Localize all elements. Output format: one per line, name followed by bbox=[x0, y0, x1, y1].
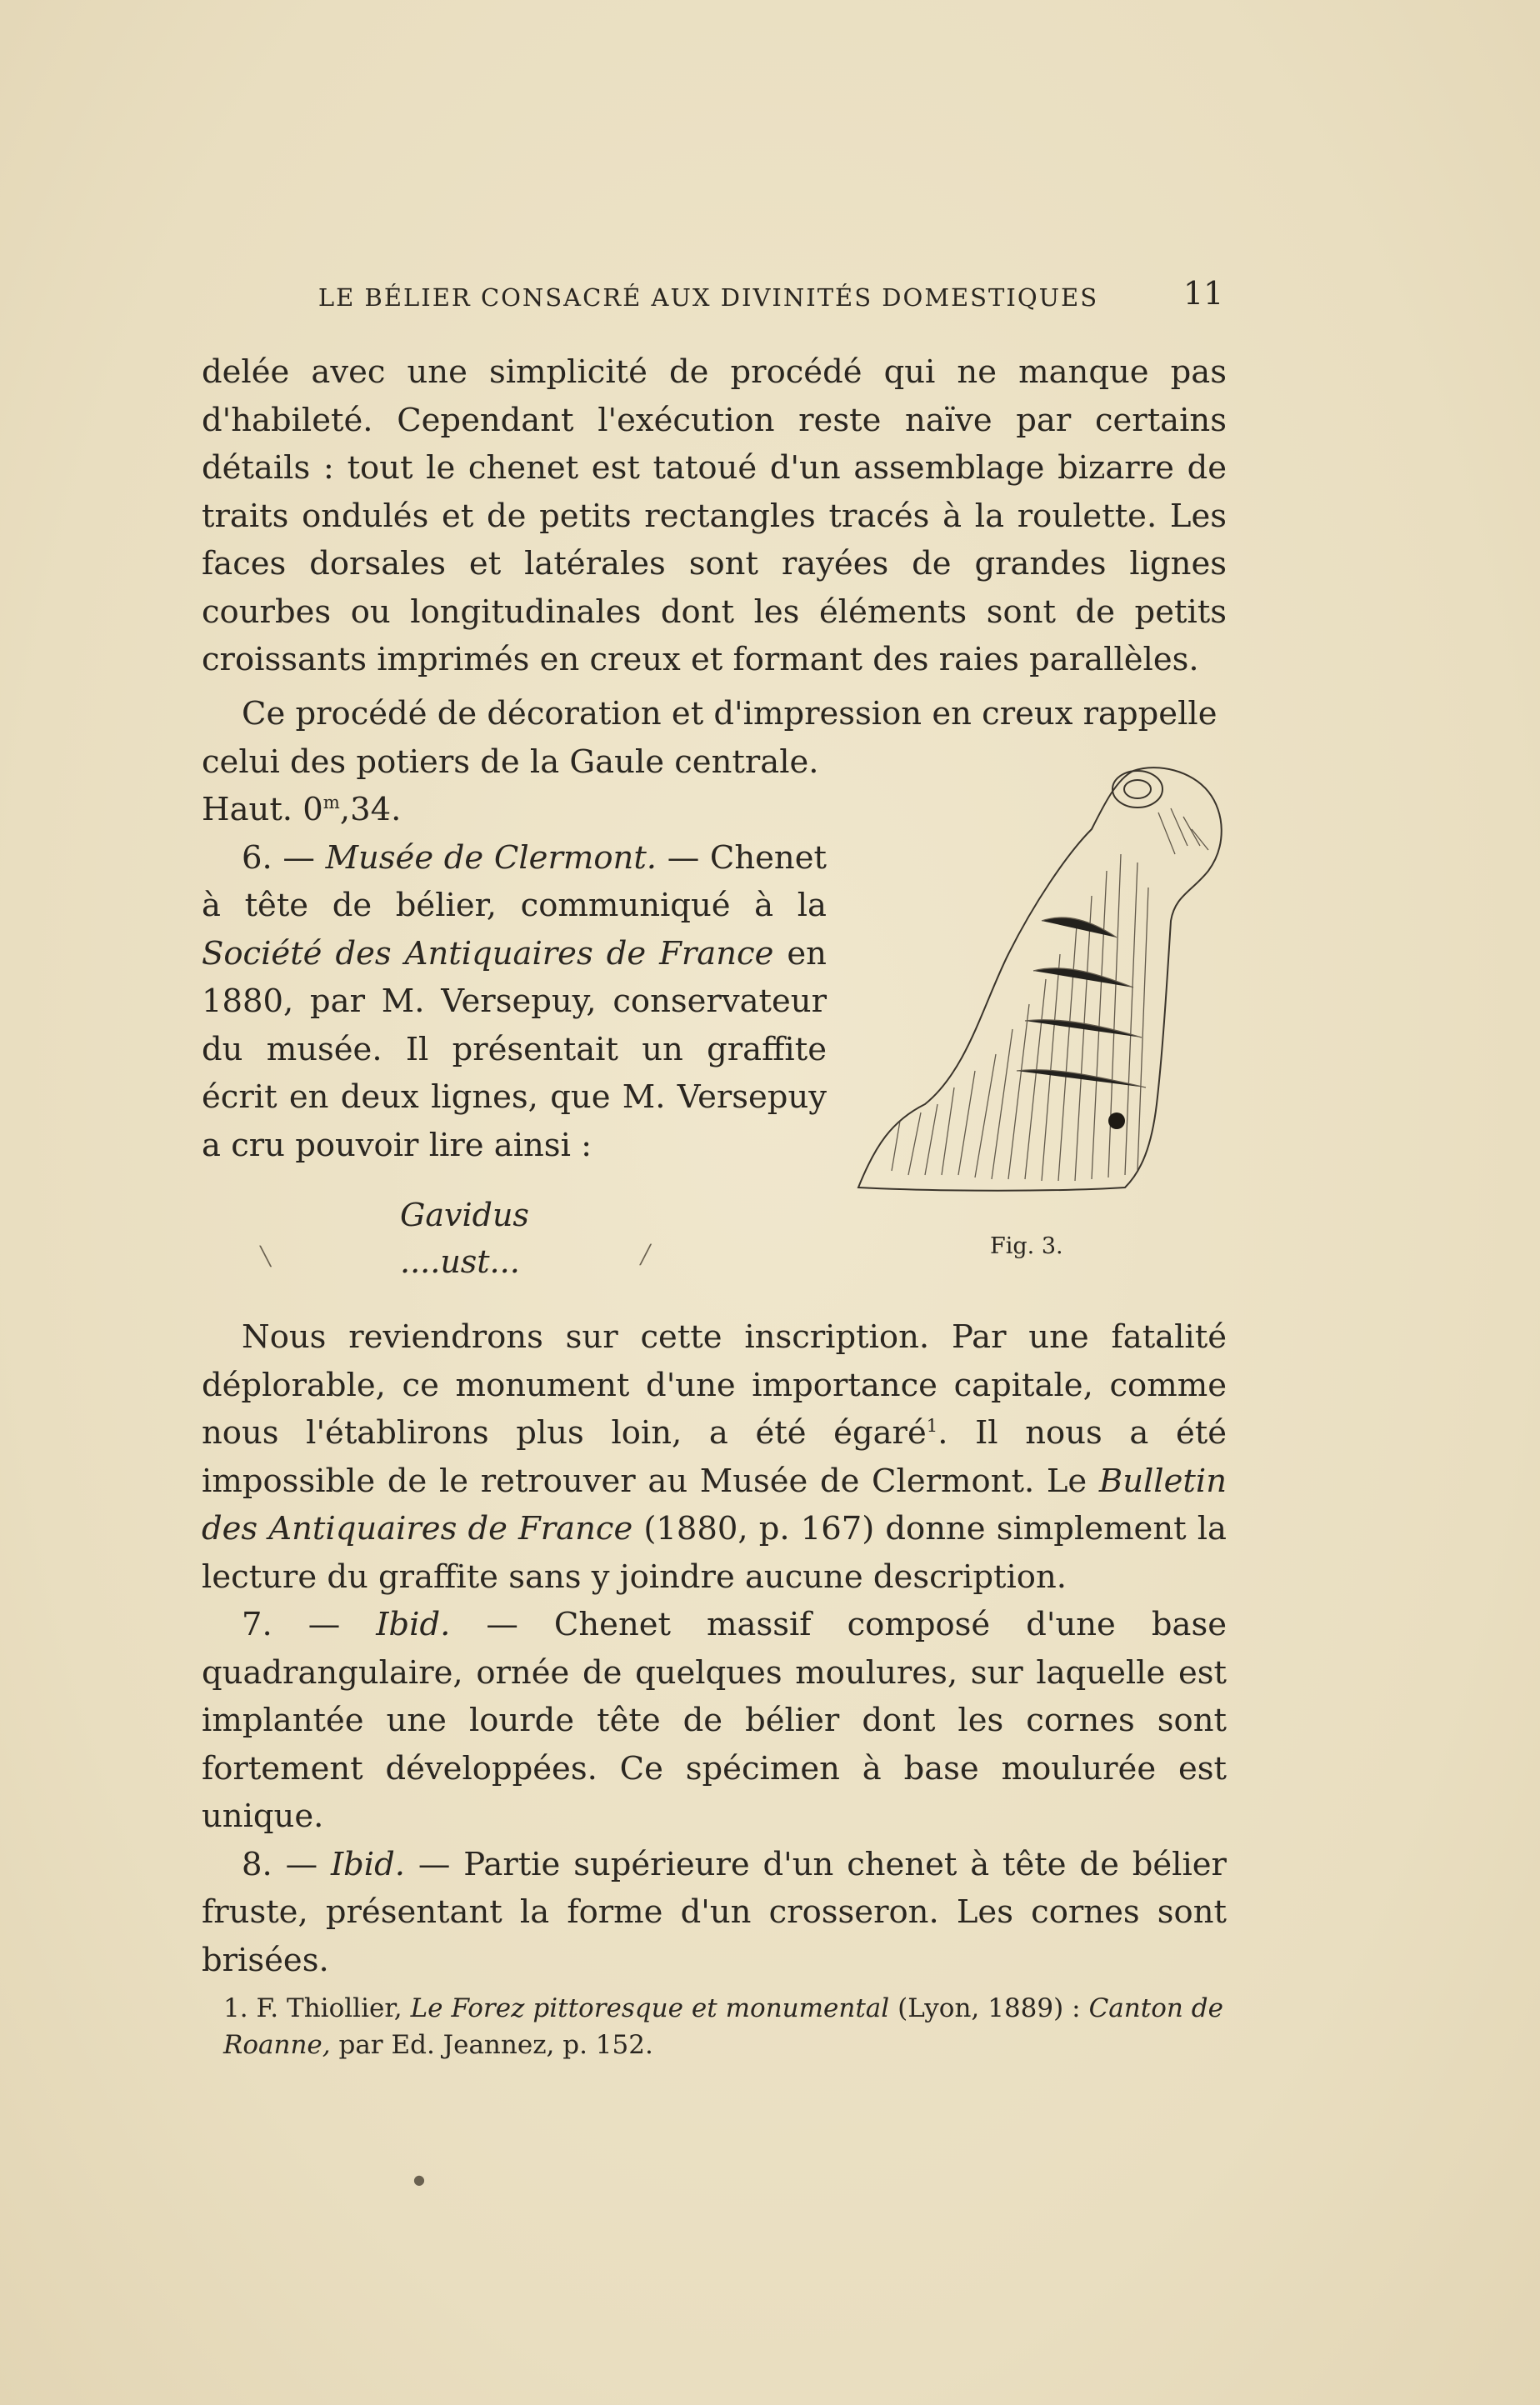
paragraph-3-text-c: (1880, p. 167) donne simplement la lecture du graffite sans y joindre aucune description. bbox=[202, 1510, 1227, 1596]
footnote-ref: 1 bbox=[926, 1415, 938, 1437]
item-6-society: Société des Antiquaires de France bbox=[202, 934, 774, 972]
paragraph-1 bbox=[202, 348, 1227, 684]
paragraph-2-line-1: Ce procédé de décoration et d'impression en creux rappelle bbox=[242, 695, 1218, 732]
footnote-tail: par Ed. Jeannez, p. 152. bbox=[338, 2030, 653, 2060]
footnote-author: F. Thiollier, bbox=[256, 1993, 402, 2023]
margin-tick-right: ╱ bbox=[640, 1245, 652, 1266]
graffito-line-2: ....ust... bbox=[400, 1243, 520, 1280]
item-8 bbox=[202, 1841, 1227, 1985]
item-7 bbox=[202, 1601, 1227, 1841]
height-sup: m bbox=[322, 792, 340, 813]
footnote-section: Canton de Roanne, bbox=[223, 1993, 1223, 2060]
height-value: ,34. bbox=[339, 791, 402, 828]
item-6-text-b: en 1880, par M. Versepuy, conservateur du musée. Il présentait un graffite écrit en deux lignes, que M. Versepuy a cru pouvoir lire ainsi : bbox=[202, 934, 827, 1164]
paragraph-1-text: delée avec une simplicité de procédé qui ne manque pas d'habileté. Cependant l'exécution reste naïve par certains détails : tout le chenet est tatoué d'un assemblage bizarre de traits ondulés et de petits rectangles tracés à la roulette. Les faces dorsales et latérales sont rayées de grandes lignes courbes ou longitudinales dont les éléments sont de petits croissants imprimés en creux et formant des raies parallèles. bbox=[202, 353, 1227, 678]
item-8-ibid: Ibid. bbox=[330, 1845, 406, 1883]
footnote bbox=[223, 1990, 1223, 2063]
item-7-text: — Chenet massif composé d'une base quadrangulaire, ornée de quelques moulures, sur laquelle est implantée une lourde tête de bélier dont les cornes sont fortement développées. Ce spécimen à base moulurée est unique. bbox=[202, 1606, 1227, 1835]
item-7-number: 7. — bbox=[242, 1606, 341, 1643]
height-label: Haut. 0 bbox=[202, 791, 323, 828]
main-text-continued bbox=[202, 1313, 1227, 1984]
item-6-title: Musée de Clermont. bbox=[325, 838, 658, 877]
running-header: LE BÉLIER CONSACRÉ AUX DIVINITÉS DOMESTIQUES bbox=[318, 283, 1099, 312]
graffito-line-1: Gavidus bbox=[400, 1197, 529, 1233]
item-6-text-a: — Chenet à tête de bélier, communiqué à la bbox=[202, 838, 827, 924]
item-6 bbox=[202, 834, 827, 1170]
page-number: 11 bbox=[1183, 275, 1224, 312]
item-8-text: — Partie supérieure d'un chenet à tête de bélier fruste, présentant la forme d'un crosseron. Les cornes sont brisées. bbox=[202, 1845, 1227, 1979]
figure-caption: Fig. 3. bbox=[990, 1233, 1063, 1259]
footnote-publication: (Lyon, 1889) : bbox=[898, 1993, 1081, 2023]
footnote-number: 1. bbox=[223, 1993, 248, 2023]
bulletin-title: Bulletin des Antiquaires de France bbox=[202, 1462, 1227, 1548]
paragraph-3 bbox=[202, 1313, 1227, 1601]
item-6-number: 6. — bbox=[242, 838, 315, 877]
paragraph-3-text-a: Nous reviendrons sur cette inscription. Par une fatalité déplorable, ce monument d'une importance capitale, comme nous l'établirons plus loin, a été égaré bbox=[202, 1318, 1227, 1452]
footnote-title: Le Forez pittoresque et monumental bbox=[410, 1993, 890, 2023]
item-8-number: 8. — bbox=[242, 1845, 318, 1883]
paper-speck: ● bbox=[413, 2172, 425, 2188]
item-7-ibid: Ibid. bbox=[376, 1606, 451, 1643]
paragraph-2-line-2: celui des potiers de la Gaule centrale. bbox=[202, 742, 819, 781]
ram-head-firedog-engraving bbox=[842, 754, 1233, 1221]
graffito-reading bbox=[400, 1192, 529, 1285]
paragraph-3-text-b: . Il nous a été impossible de le retrouver au Musée de Clermont. Le bbox=[202, 1414, 1227, 1500]
margin-tick-left: ╲ bbox=[260, 1247, 272, 1268]
height-measure bbox=[202, 786, 827, 834]
